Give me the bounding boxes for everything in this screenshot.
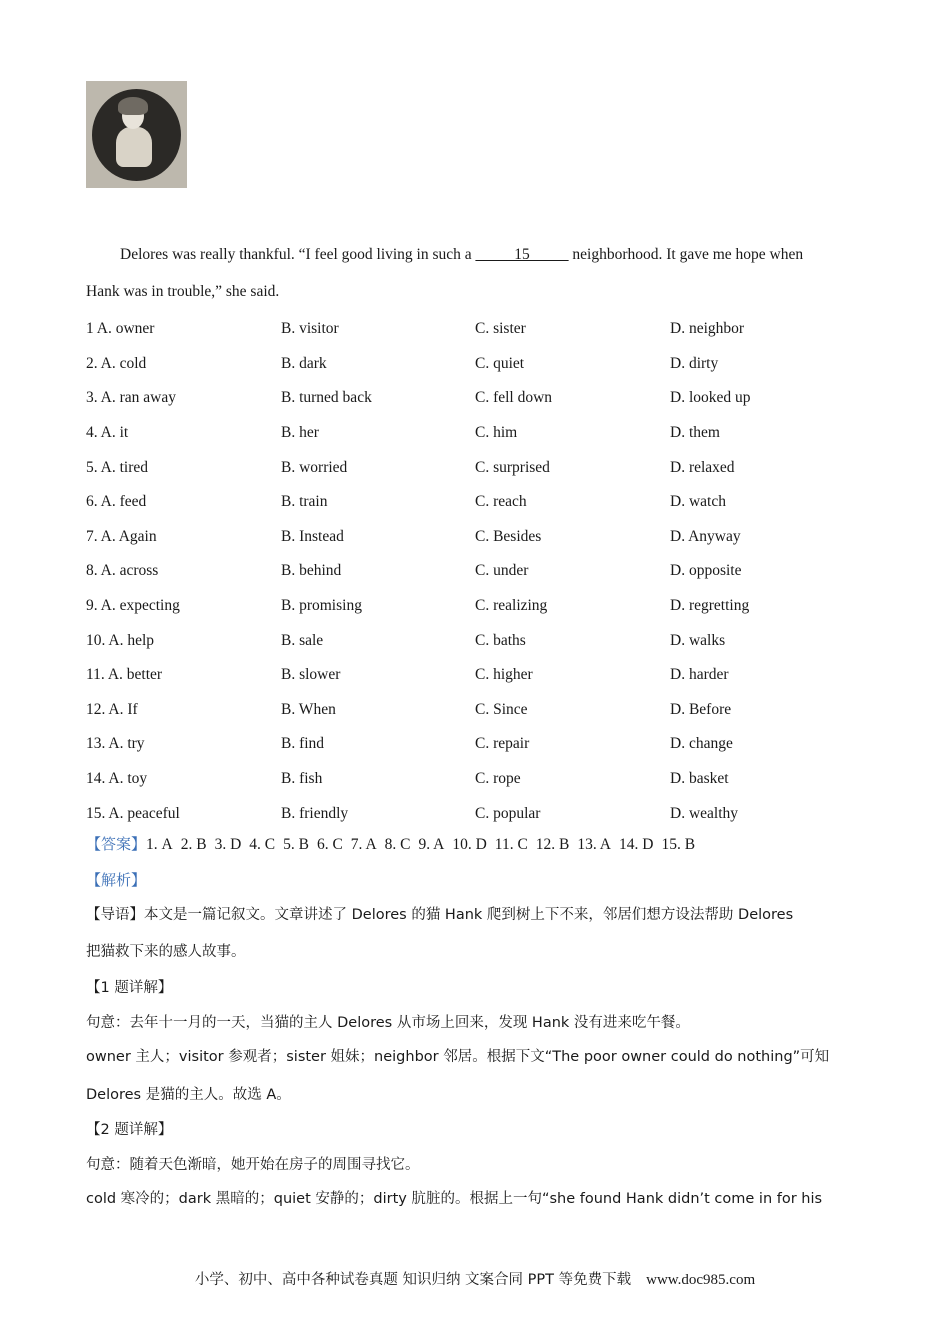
answer-item: 7. A: [350, 836, 377, 853]
answer-item: 9. A: [418, 836, 445, 853]
guide-line-2: 把猫救下来的感人故事。: [86, 944, 246, 960]
blank-15: _____15_____: [475, 246, 569, 263]
option-b: B. slower: [281, 666, 341, 684]
q2-meaning: 句意：随着天色渐暗，她开始在房子的周围寻找它。: [86, 1157, 420, 1173]
option-row: [86, 623, 866, 658]
option-d: D. looked up: [670, 389, 751, 407]
q1-meaning: 句意：去年十一月的一天，当猫的主人 Delores 从市场上回来，发现 Hank 没有进来吃午餐。: [86, 1015, 690, 1031]
option-b: B. visitor: [281, 320, 339, 338]
q2-explain-line-1: cold 寒冷的；dark 黑暗的；quiet 安静的；dirty 肮脏的。根据上一句“she found Hank didn’t come in for his: [86, 1191, 823, 1207]
option-a: 1 A. owner: [86, 320, 155, 338]
option-b: B. When: [281, 700, 336, 718]
option-row: [86, 796, 866, 831]
answer-item: 12. B: [535, 836, 570, 853]
option-a: 14. A. toy: [86, 770, 148, 788]
option-row: [86, 312, 866, 347]
option-a: 15. A. peaceful: [86, 804, 180, 822]
option-c: C. higher: [475, 666, 533, 684]
option-b: B. behind: [281, 562, 342, 580]
passage-paragraph: [86, 236, 866, 310]
answer-line: [86, 827, 886, 862]
footer-url[interactable]: www.doc985.com: [646, 1272, 756, 1288]
option-b: B. train: [281, 493, 328, 511]
option-b: B. find: [281, 735, 325, 753]
answer-item: 5. B: [283, 836, 309, 853]
option-a: 11. A. better: [86, 666, 163, 684]
option-b: B. dark: [281, 354, 327, 372]
option-d: D. change: [670, 735, 733, 753]
cat-owner-photo: [86, 81, 187, 188]
option-b: B. her: [281, 424, 319, 442]
option-a: 9. A. expecting: [86, 597, 180, 615]
option-c: C. Since: [475, 700, 528, 718]
option-a: 13. A. try: [86, 735, 145, 753]
option-d: D. dirty: [670, 354, 719, 372]
option-d: D. Before: [670, 700, 732, 718]
answer-item: 14. D: [618, 836, 654, 853]
q1-title: 【1 题详解】: [86, 980, 173, 996]
answer-item: 13. A: [577, 836, 611, 853]
option-row: [86, 416, 866, 451]
option-c: C. quiet: [475, 354, 525, 372]
analysis-label: 【解析】: [86, 871, 147, 889]
answer-item: 3. D: [214, 836, 242, 853]
answer-item: 1. A: [146, 836, 173, 853]
option-c: C. rope: [475, 770, 521, 788]
option-d: D. walks: [670, 631, 726, 649]
answer-item: 4. C: [249, 836, 276, 853]
guide-line-1: 【导语】本文是一篇记叙文。文章讲述了 Delores 的猫 Hank 爬到树上下不来，邻居们想方设法帮助 Delores: [86, 907, 794, 923]
option-a: 3. A. ran away: [86, 389, 176, 407]
answer-label: 【答案】: [86, 835, 147, 853]
option-row: [86, 485, 866, 520]
option-d: D. regretting: [670, 597, 750, 615]
option-c: C. realizing: [475, 597, 548, 615]
option-d: D. harder: [670, 666, 729, 684]
option-row: [86, 658, 866, 693]
option-c: C. fell down: [475, 389, 553, 407]
option-c: C. surprised: [475, 458, 550, 476]
option-b: B. Instead: [281, 527, 344, 545]
answer-list: [146, 836, 703, 853]
option-b: B. promising: [281, 597, 362, 615]
option-row: [86, 762, 866, 797]
portrait-figure-hair: [118, 97, 148, 115]
option-a: 12. A. If: [86, 700, 138, 718]
option-d: D. relaxed: [670, 458, 735, 476]
option-a: 7. A. Again: [86, 527, 157, 545]
option-row: [86, 589, 866, 624]
option-c: C. baths: [475, 631, 526, 649]
option-c: C. reach: [475, 493, 527, 511]
option-d: D. them: [670, 424, 720, 442]
option-b: B. sale: [281, 631, 324, 649]
option-b: B. turned back: [281, 389, 372, 407]
answer-item: 6. C: [316, 836, 343, 853]
option-d: D. watch: [670, 493, 726, 511]
option-c: C. sister: [475, 320, 526, 338]
option-a: 2. A. cold: [86, 354, 147, 372]
option-row: [86, 727, 866, 762]
option-c: C. under: [475, 562, 529, 580]
option-row: [86, 347, 866, 382]
option-a: 10. A. help: [86, 631, 155, 649]
options-list: [86, 312, 866, 831]
option-d: D. opposite: [670, 562, 742, 580]
passage-line-1: Delores was really thankful. “I feel good living in such a _____15_____ neighborhood. It gave me hope when: [120, 246, 804, 263]
option-row: [86, 381, 866, 416]
answer-item: 15. B: [661, 836, 696, 853]
option-row: [86, 693, 866, 728]
answer-item: 8. C: [384, 836, 411, 853]
answer-item: 2. B: [180, 836, 207, 853]
answer-item: 11. C: [494, 836, 528, 853]
option-a: 8. A. across: [86, 562, 159, 580]
option-row: [86, 520, 866, 555]
option-a: 4. A. it: [86, 424, 129, 442]
option-c: C. Besides: [475, 527, 542, 545]
passage-line-2: Hank was in trouble,” she said.: [86, 283, 280, 300]
answer-item: 10. D: [452, 836, 487, 853]
option-a: 6. A. feed: [86, 493, 147, 511]
footer-text: 小学、初中、高中各种试卷真题 知识归纳 文案合同 PPT 等免费下载: [194, 1272, 632, 1288]
portrait-figure-body: [116, 127, 152, 167]
page-footer: [0, 1268, 950, 1289]
option-b: B. friendly: [281, 804, 349, 822]
option-b: B. worried: [281, 458, 348, 476]
option-d: D. wealthy: [670, 804, 739, 822]
option-b: B. fish: [281, 770, 323, 788]
option-d: D. neighbor: [670, 320, 745, 338]
option-c: C. repair: [475, 735, 530, 753]
option-row: [86, 554, 866, 589]
option-c: C. him: [475, 424, 518, 442]
q1-explain-line-2: Delores 是猫的主人。故选 A。: [86, 1087, 291, 1103]
q1-explain-line-1: owner 主人；visitor 参观者；sister 姐妹；neighbor 邻居。根据下文“The poor owner could do nothing”可知: [86, 1049, 830, 1065]
option-d: D. basket: [670, 770, 729, 788]
option-a: 5. A. tired: [86, 458, 148, 476]
option-d: D. Anyway: [670, 527, 741, 545]
option-c: C. popular: [475, 804, 541, 822]
q2-title: 【2 题详解】: [86, 1122, 173, 1138]
option-row: [86, 450, 866, 485]
